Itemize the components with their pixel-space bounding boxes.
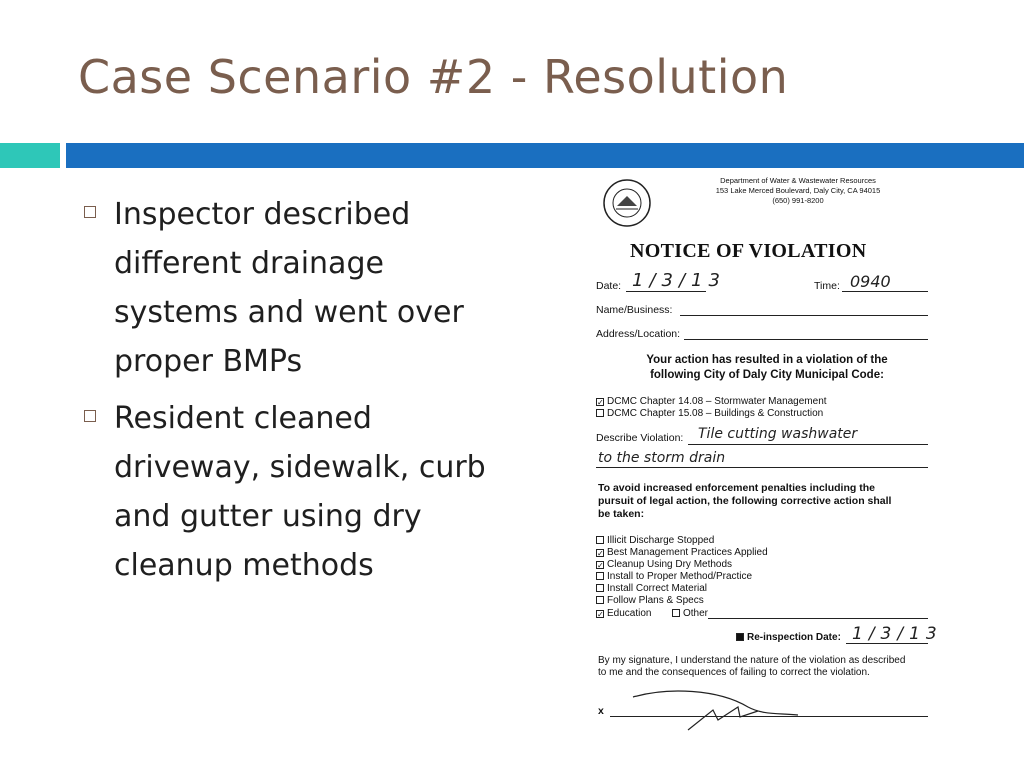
accent-bar-blue bbox=[66, 143, 1024, 168]
action-item-education bbox=[596, 608, 651, 620]
reinspection-label: Re-inspection Date: bbox=[747, 632, 841, 643]
action-label: Install Correct Material bbox=[607, 583, 708, 594]
other-label: Other bbox=[683, 608, 709, 619]
corrective-action-line: pursuit of legal action, the following corrective action shall bbox=[598, 495, 892, 507]
corrective-action-text bbox=[598, 482, 933, 521]
action-label: Illicit Discharge Stopped bbox=[607, 535, 715, 546]
square-bullet-icon bbox=[84, 410, 96, 422]
reinspection-value: 1/3/13 bbox=[852, 624, 943, 644]
code-heading-line: Your action has resulted in a violation of the bbox=[646, 354, 888, 366]
address-label: Address/Location: bbox=[596, 328, 681, 340]
signature-statement-line: By my signature, I understand the nature of the violation as described bbox=[598, 655, 906, 666]
corrective-action-line: be taken: bbox=[598, 508, 645, 520]
describe-line-2 bbox=[596, 467, 928, 468]
checked-box-icon: ✓ bbox=[597, 610, 604, 619]
checked-box-icon: ✓ bbox=[597, 561, 604, 570]
checkbox-icon bbox=[596, 572, 604, 580]
code-option-buildings bbox=[596, 408, 823, 420]
checkbox-icon bbox=[596, 409, 604, 417]
notice-title: NOTICE OF VIOLATION bbox=[630, 240, 867, 262]
department-address: 153 Lake Merced Boulevard, Daly City, CA 94015 bbox=[715, 186, 881, 195]
action-item bbox=[596, 547, 768, 559]
reinspection-date bbox=[736, 632, 841, 644]
signature-scribble bbox=[628, 685, 828, 735]
signature-statement-line: to me and the consequences of failing to correct the violation. bbox=[598, 667, 870, 678]
name-business-label: Name/Business: bbox=[596, 304, 673, 316]
checkbox-icon bbox=[672, 609, 680, 617]
checkbox-icon bbox=[596, 536, 604, 544]
action-item bbox=[596, 595, 704, 607]
describe-violation-label: Describe Violation: bbox=[596, 432, 684, 444]
date-value: 1/3/13 bbox=[632, 270, 726, 291]
signature-statement bbox=[598, 655, 938, 679]
square-bullet-icon bbox=[84, 206, 96, 218]
department-phone: (650) 991-8200 bbox=[772, 196, 824, 205]
date-label: Date: bbox=[596, 280, 622, 292]
time-line bbox=[842, 291, 928, 292]
code-heading bbox=[622, 353, 912, 383]
bullet-text: Inspector described different drainage systems and went over proper BMPs bbox=[114, 197, 464, 379]
code-option-label: DCMC Chapter 15.08 – Buildings & Construction bbox=[607, 408, 824, 419]
corrective-action-line: To avoid increased enforcement penalties including the bbox=[598, 482, 875, 494]
date-line bbox=[626, 291, 706, 292]
action-item bbox=[596, 571, 752, 583]
address-line bbox=[684, 339, 928, 340]
education-label: Education bbox=[607, 608, 652, 619]
city-seal-icon bbox=[602, 178, 652, 228]
action-item bbox=[596, 583, 707, 595]
describe-value-line-2: to the storm drain bbox=[598, 450, 726, 466]
other-line bbox=[708, 618, 928, 619]
code-heading-line: following City of Daly City Municipal Code: bbox=[650, 369, 884, 381]
filled-checkbox-icon bbox=[736, 633, 744, 641]
time-value: 0940 bbox=[850, 272, 891, 291]
checkbox-icon bbox=[596, 584, 604, 592]
bullet-item bbox=[84, 190, 504, 386]
code-option-label: DCMC Chapter 14.08 – Stormwater Management bbox=[607, 396, 827, 407]
bullet-item bbox=[84, 394, 504, 590]
checked-box-icon: ✓ bbox=[597, 549, 604, 558]
bullet-list bbox=[84, 190, 504, 598]
name-business-line bbox=[680, 315, 928, 316]
action-item bbox=[596, 535, 714, 547]
action-item-other bbox=[672, 608, 708, 620]
notice-of-violation-document bbox=[588, 170, 948, 750]
accent-bar-teal bbox=[0, 143, 60, 168]
checkbox-icon bbox=[596, 596, 604, 604]
signature-x: x bbox=[598, 705, 604, 717]
action-label: Follow Plans & Specs bbox=[607, 595, 704, 606]
action-item bbox=[596, 559, 732, 571]
action-label: Install to Proper Method/Practice bbox=[607, 571, 753, 582]
slide-title: Case Scenario #2 - Resolution bbox=[78, 50, 789, 104]
bullet-text: Resident cleaned driveway, sidewalk, curb and gutter using dry cleanup methods bbox=[114, 401, 486, 583]
code-option-stormwater bbox=[596, 396, 827, 408]
action-label: Cleanup Using Dry Methods bbox=[607, 559, 733, 570]
department-header bbox=[698, 176, 898, 206]
describe-value-line-1: Tile cutting washwater bbox=[698, 426, 858, 442]
describe-line bbox=[688, 444, 928, 445]
action-label: Best Management Practices Applied bbox=[607, 547, 768, 558]
department-name: Department of Water & Wastewater Resources bbox=[720, 176, 876, 185]
time-label: Time: bbox=[814, 280, 840, 292]
checked-box-icon: ✓ bbox=[597, 398, 604, 407]
